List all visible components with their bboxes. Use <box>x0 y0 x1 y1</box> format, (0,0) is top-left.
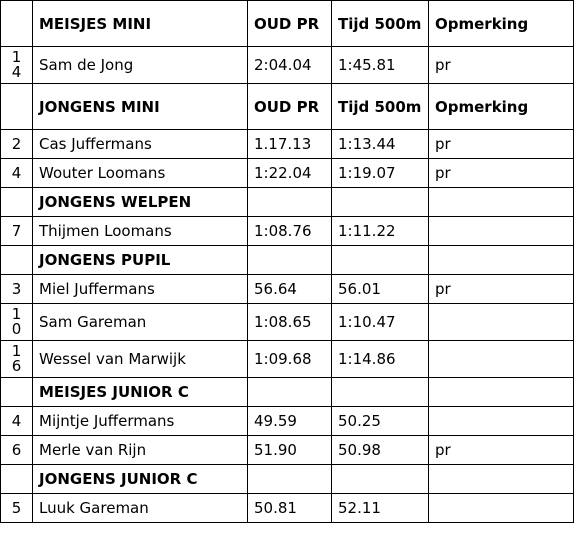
opmerking-cell: pr <box>429 275 574 304</box>
section-header-row <box>1 84 574 130</box>
opmerking-heading <box>429 188 574 217</box>
tijd-cell: 1:10.47 <box>332 304 429 341</box>
opmerking-cell <box>429 217 574 246</box>
tijd-heading <box>332 188 429 217</box>
section-header-row <box>1 246 574 275</box>
oud-pr-heading <box>248 246 332 275</box>
oud-pr-cell: 1:08.76 <box>248 217 332 246</box>
oud-pr-heading <box>248 188 332 217</box>
rank-cell <box>1 246 33 275</box>
rank-cell <box>1 188 33 217</box>
tijd-heading <box>332 246 429 275</box>
section-header-row <box>1 378 574 407</box>
rank-cell: 14 <box>1 47 33 84</box>
oud-pr-heading <box>248 465 332 494</box>
rank-cell <box>1 1 33 47</box>
oud-pr-heading: OUD PR <box>248 84 332 130</box>
tijd-heading <box>332 465 429 494</box>
oud-pr-cell: 49.59 <box>248 407 332 436</box>
oud-pr-heading <box>248 378 332 407</box>
name-cell: Sam Gareman <box>33 304 248 341</box>
rank-cell <box>1 465 33 494</box>
category-heading: JONGENS JUNIOR C <box>33 465 248 494</box>
opmerking-heading: Opmerking <box>429 1 574 47</box>
tijd-heading <box>332 378 429 407</box>
tijd-cell: 1:11.22 <box>332 217 429 246</box>
table-row <box>1 130 574 159</box>
opmerking-cell <box>429 304 574 341</box>
rank-cell: 3 <box>1 275 33 304</box>
section-header-row <box>1 1 574 47</box>
oud-pr-cell: 1.17.13 <box>248 130 332 159</box>
name-cell: Wouter Loomans <box>33 159 248 188</box>
table-row <box>1 159 574 188</box>
oud-pr-cell: 1:22.04 <box>248 159 332 188</box>
category-heading: JONGENS MINI <box>33 84 248 130</box>
oud-pr-cell: 56.64 <box>248 275 332 304</box>
name-cell: Sam de Jong <box>33 47 248 84</box>
rank-cell <box>1 378 33 407</box>
rank-cell: 7 <box>1 217 33 246</box>
table-row <box>1 47 574 84</box>
oud-pr-cell: 2:04.04 <box>248 47 332 84</box>
opmerking-heading <box>429 465 574 494</box>
oud-pr-cell: 1:09.68 <box>248 341 332 378</box>
rank-cell: 2 <box>1 130 33 159</box>
opmerking-heading <box>429 378 574 407</box>
tijd-heading: Tijd 500m <box>332 84 429 130</box>
rank-cell: 5 <box>1 494 33 523</box>
table-row <box>1 494 574 523</box>
name-cell: Mijntje Juffermans <box>33 407 248 436</box>
name-cell: Merle van Rijn <box>33 436 248 465</box>
tijd-cell: 1:19.07 <box>332 159 429 188</box>
opmerking-cell: pr <box>429 47 574 84</box>
opmerking-heading: Opmerking <box>429 84 574 130</box>
rank-cell: 10 <box>1 304 33 341</box>
name-cell: Miel Juffermans <box>33 275 248 304</box>
tijd-cell: 50.25 <box>332 407 429 436</box>
table-row <box>1 341 574 378</box>
rank-cell <box>1 84 33 130</box>
tijd-cell: 50.98 <box>332 436 429 465</box>
opmerking-cell <box>429 407 574 436</box>
section-header-row <box>1 465 574 494</box>
table-row <box>1 275 574 304</box>
oud-pr-heading: OUD PR <box>248 1 332 47</box>
name-cell: Cas Juffermans <box>33 130 248 159</box>
opmerking-cell <box>429 341 574 378</box>
tijd-heading: Tijd 500m <box>332 1 429 47</box>
opmerking-cell: pr <box>429 130 574 159</box>
name-cell: Luuk Gareman <box>33 494 248 523</box>
tijd-cell: 1:14.86 <box>332 341 429 378</box>
name-cell: Thijmen Loomans <box>33 217 248 246</box>
section-header-row <box>1 188 574 217</box>
table-row <box>1 436 574 465</box>
oud-pr-cell: 1:08.65 <box>248 304 332 341</box>
table-row <box>1 304 574 341</box>
rank-cell: 4 <box>1 407 33 436</box>
rank-cell: 6 <box>1 436 33 465</box>
category-heading: MEISJES JUNIOR C <box>33 378 248 407</box>
oud-pr-cell: 50.81 <box>248 494 332 523</box>
oud-pr-cell: 51.90 <box>248 436 332 465</box>
category-heading: JONGENS PUPIL <box>33 246 248 275</box>
rank-cell: 16 <box>1 341 33 378</box>
opmerking-heading <box>429 246 574 275</box>
name-cell: Wessel van Marwijk <box>33 341 248 378</box>
category-heading: MEISJES MINI <box>33 1 248 47</box>
tijd-cell: 1:13.44 <box>332 130 429 159</box>
tijd-cell: 52.11 <box>332 494 429 523</box>
opmerking-cell: pr <box>429 436 574 465</box>
opmerking-cell: pr <box>429 159 574 188</box>
table-row <box>1 407 574 436</box>
opmerking-cell <box>429 494 574 523</box>
category-heading: JONGENS WELPEN <box>33 188 248 217</box>
table-row <box>1 217 574 246</box>
tijd-cell: 56.01 <box>332 275 429 304</box>
rank-cell: 4 <box>1 159 33 188</box>
tijd-cell: 1:45.81 <box>332 47 429 84</box>
